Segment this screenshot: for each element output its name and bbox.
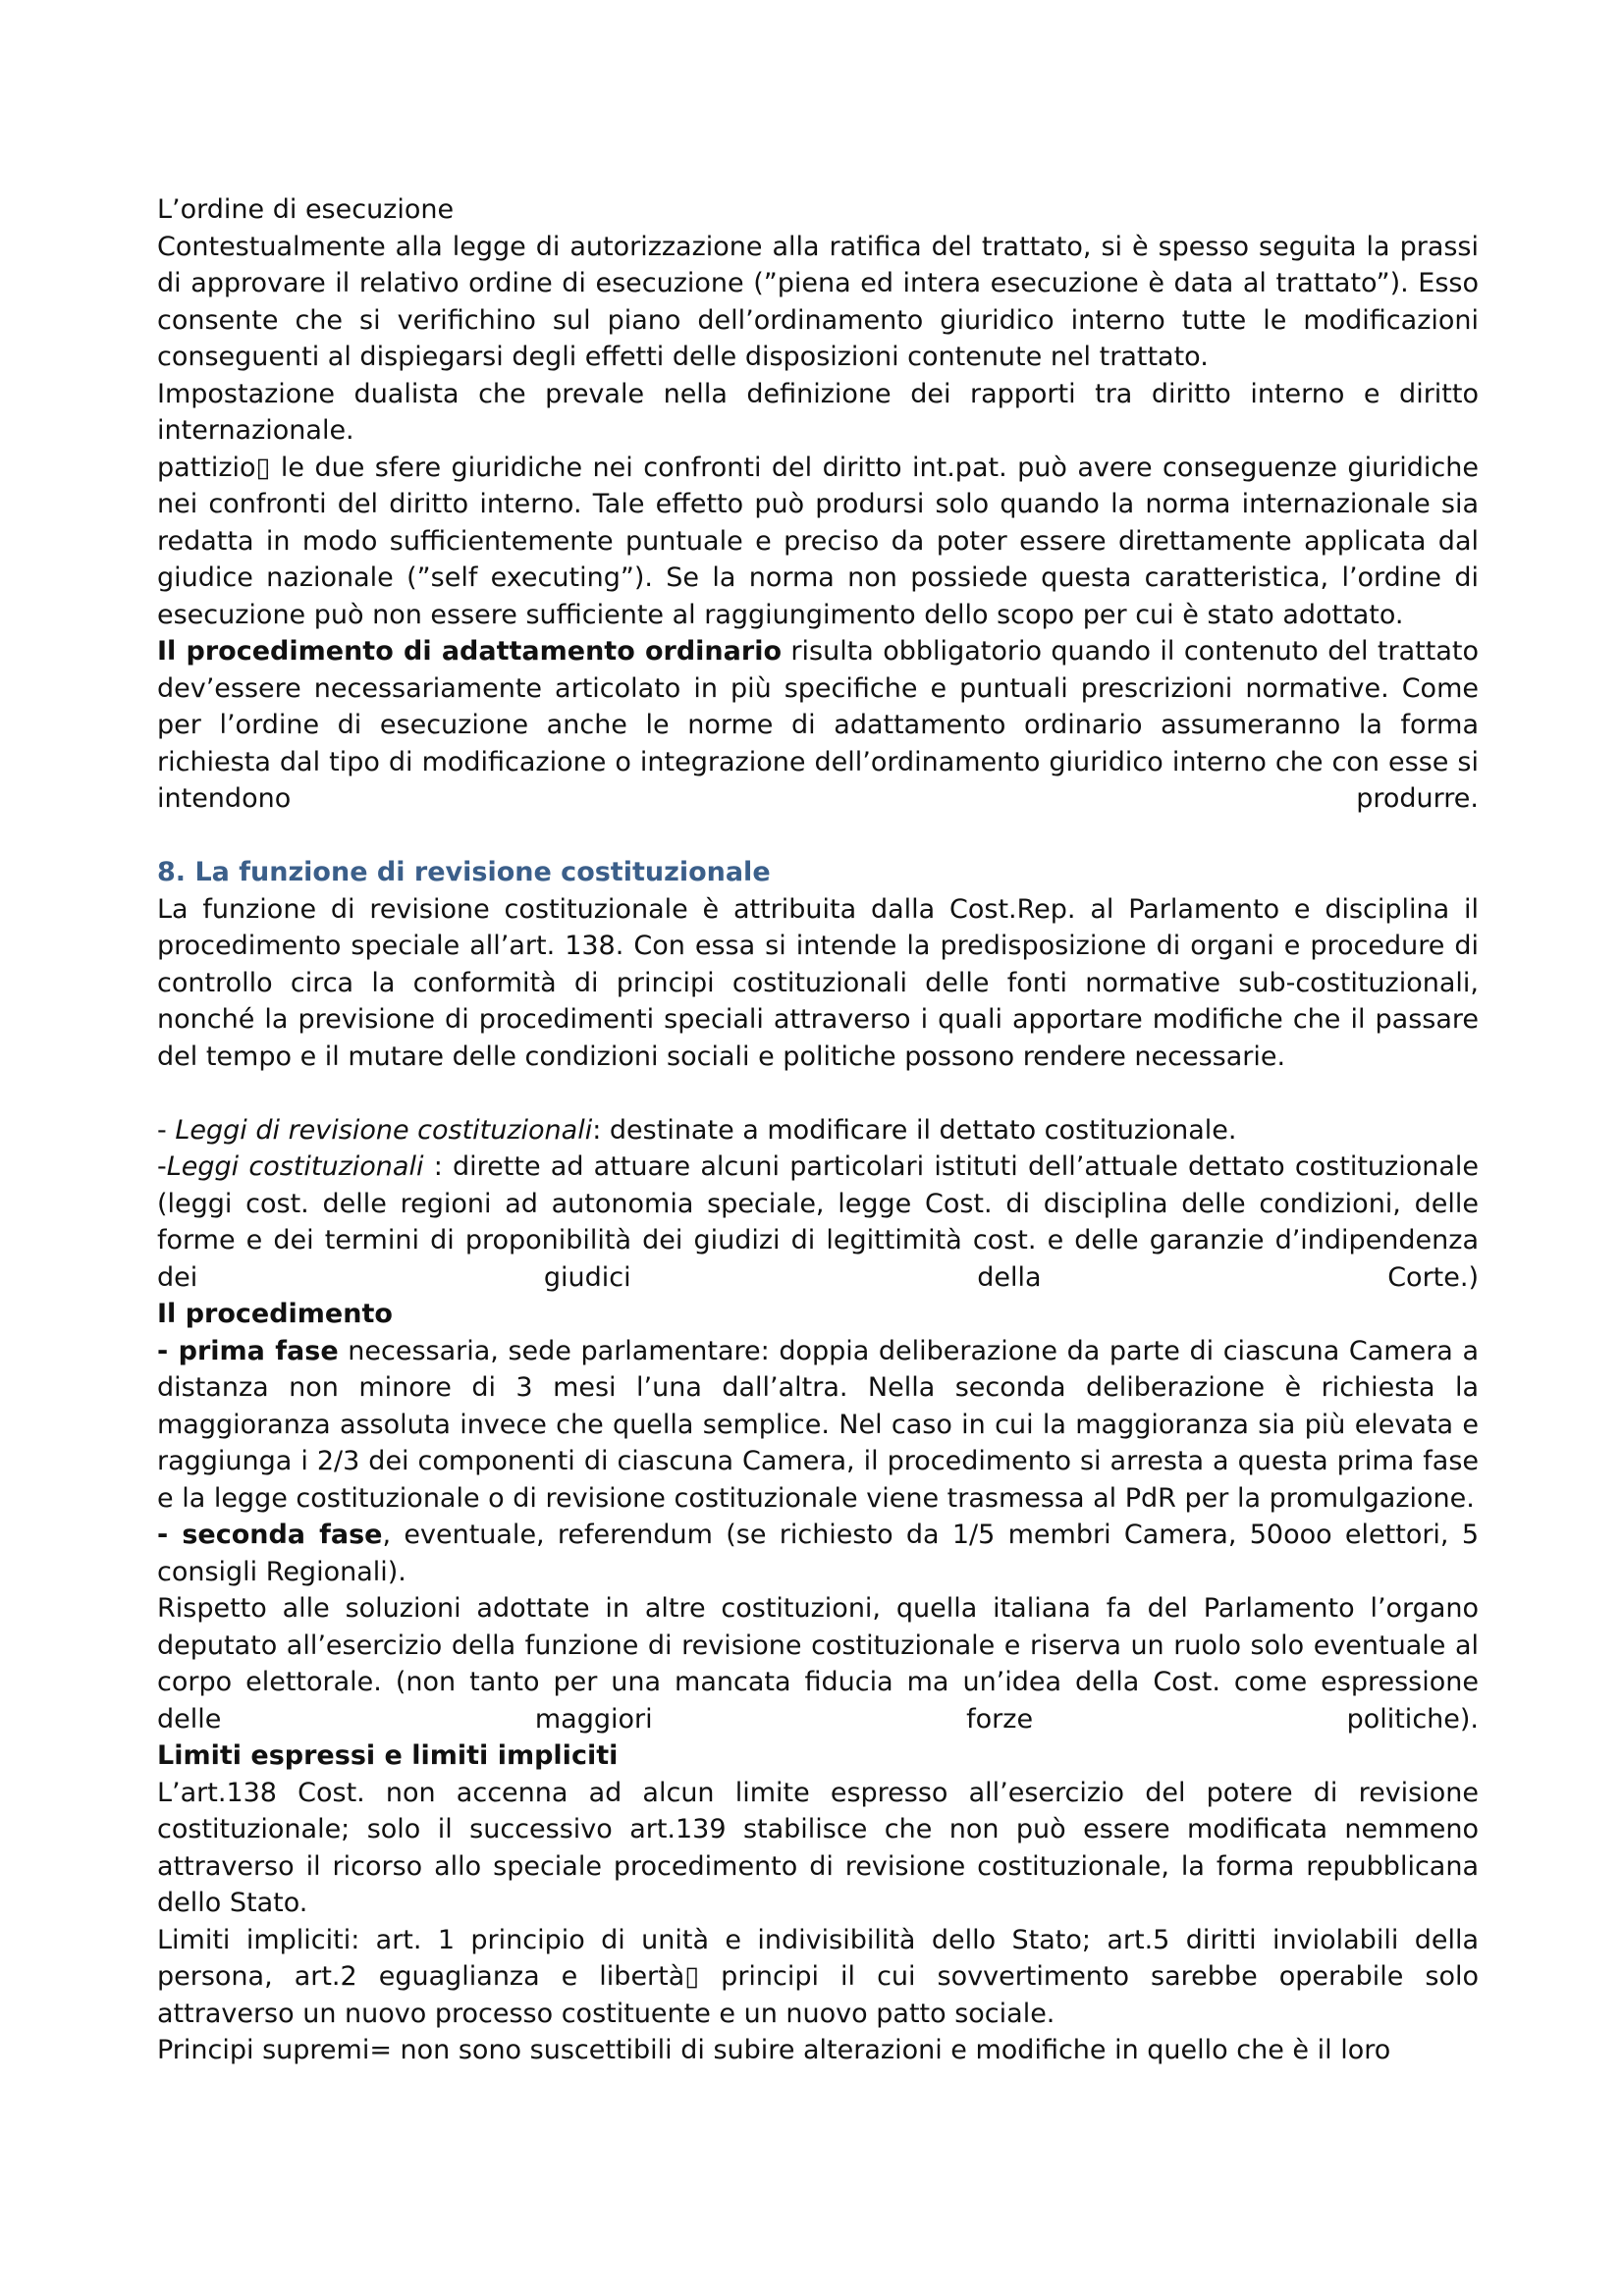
list-item-leggi-revisione: - Leggi di revisione costituzionali: destinate a modificare il dettato costituzionale. xyxy=(157,1114,1237,1146)
paragraph-principi-supremi: Principi supremi= non sono suscettibili di subire alterazioni e modifiche in quello che è il loro xyxy=(157,2035,1391,2065)
paragraph-revisione: La funzione di revisione costituzionale è attribuita dalla Cost.Rep. al Parlamento e disciplina il procedimento speciale all’art. 138. Con essa si intende la predisposizione di organi e procedure di controllo circa la conformità di principi costituzionali delle fonti normative sub-costituzionali, nonché la previsione di procedimenti speciali attraverso i quali apportare modifiche che il passare del tempo e il mutare delle condizioni sociali e politiche possono rendere necessarie. xyxy=(157,893,1479,1072)
paragraph-confronto-costituzioni: Rispetto alle soluzioni adottate in altre costituzioni, quella italiana fa del Parlamento l’organo deputato all’esercizio della funzione di revisione costituzionale e riserva un ruolo solo eventuale al corpo elettorale. (non tanto per una mancata fiducia ma un’idea della Cost. come espressione delle maggiori forze politiche). xyxy=(157,1593,1479,1735)
subheading-limiti: Limiti espressi e limiti impliciti xyxy=(157,1740,619,1771)
section-heading: 8. La funzione di revisione costituzionale xyxy=(157,857,771,887)
spacer xyxy=(157,1075,1479,1112)
paragraph-limiti-impliciti: Limiti impliciti: art. 1 principio di unità e indivisibilità dello Stato; art.5 diritti inviolabili della persona, art.2 eguaglianza e libertà▯ principi il cui sovvertimento sarebbe operabile solo attraverso un nuovo processo costituente e un nuovo patto sociale. xyxy=(157,1924,1479,2029)
paragraph-limiti-espressi: L’art.138 Cost. non accenna ad alcun limite espresso all’esercizio del potere di revisione costituzionale; solo il successivo art.139 stabilisce che non può essere modificata nemmeno attraverso il ricorso allo speciale procedimento di revisione costituzionale, la forma repubblicana dello Stato. xyxy=(157,1777,1479,1918)
paragraph-adattamento-ordinario: Il procedimento di adattamento ordinario risulta obbligatorio quando il contenuto del trattato dev’essere necessariamente articolato in più specifiche e puntuali prescrizioni normative. Come per l’ordine di esecuzione anche le norme di adattamento ordinario assumeranno la forma richiesta dal tipo di modificazione o integrazione dell’ordinamento giuridico interno che con esse si intendono produrre. xyxy=(157,636,1479,814)
subheading-ordine-esecuzione: L’ordine di esecuzione xyxy=(157,194,455,225)
bold-term: Il procedimento di adattamento ordinario xyxy=(157,636,782,667)
list-item-leggi-costituzionali: -Leggi costituzionali : dirette ad attuare alcuni particolari istituti dell’attuale dettato costituzionale (leggi cost. delle regioni ad autonomia speciale, legge Cost. di disciplina delle condizioni, delle forme e dei termini di proponibilità dei giudizi di legittimità cost. e delle garanzie d’indipendenza dei giudici della Corte.) xyxy=(157,1151,1480,1293)
paragraph-seconda-fase: - seconda fase, eventuale, referendum (se richiesto da 1/5 membri Camera, 50ooo elettori, 5 consigli Regionali). xyxy=(157,1520,1479,1587)
paragraph-prima-fase: - prima fase necessaria, sede parlamentare: doppia deliberazione da parte di ciascuna Camera a distanza non minore di 3 mesi l’una dall’altra. Nella seconda deliberazione è richiesta la maggioranza assoluta invece che quella semplice. Nel caso in cui la maggioranza sia più elevata e raggiunga i 2/3 dei componenti di ciascuna Camera, il procedimento si arresta a questa prima fase e la legge costituzionale o di revisione costituzionale viene trasmessa al PdR per la promulgazione. xyxy=(157,1335,1480,1514)
subheading-procedimento: Il procedimento xyxy=(157,1299,393,1329)
paragraph-dualista: Impostazione dualista che prevale nella definizione dei rapporti tra diritto interno e diritto internazionale. xyxy=(157,378,1479,446)
paragraph-ordine-esecuzione: Contestualmente alla legge di autorizzazione alla ratifica del trattato, si è spesso seguita la prassi di approvare il relativo ordine di esecuzione (”piena ed intera esecuzione è data al trattato”). Esso consente che si verifichino sul piano dell’ordinamento giuridico interno tutte le modificazioni conseguenti al dispiegarsi degli effetti delle disposizioni contenute nel trattato. xyxy=(157,231,1479,372)
paragraph-pattizio: pattizio▯ le due sfere giuridiche nei confronti del diritto int.pat. può avere conseguenze giuridiche nei confronti del diritto interno. Tale effetto può prodursi solo quando la norma internazionale sia redatta in modo sufficientemente puntuale e preciso da poter essere direttamente applicata dal giudice nazionale (”self executing”). Se la norma non possiede questa caratteristica, l’ordine di esecuzione può non essere sufficiente al raggiungimento dello scopo per cui è stato adottato. xyxy=(157,452,1479,630)
spacer xyxy=(157,818,1479,855)
document-page xyxy=(157,191,1479,2069)
